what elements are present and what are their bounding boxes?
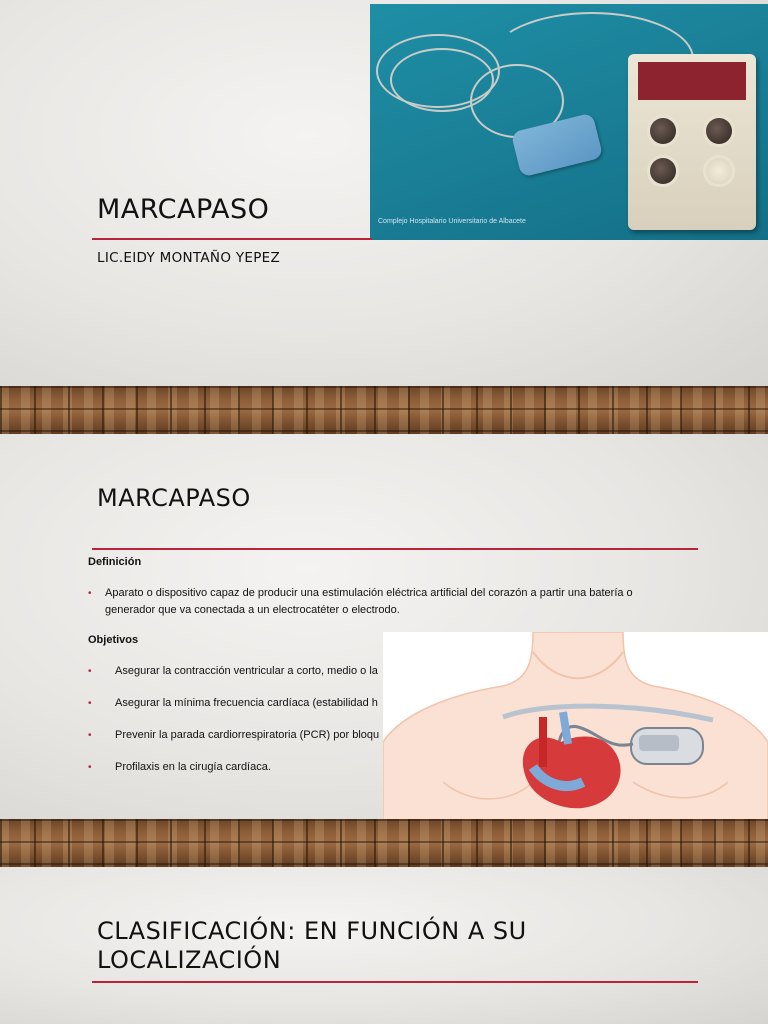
chest-heart-illustration [383,632,768,820]
slide-3 [0,867,768,1024]
slide-title-line: LOCALIZACIÓN [97,946,282,974]
objective-text: Profilaxis en la cirugía cardíaca. [115,761,271,773]
dial-knob [650,158,676,184]
definition-text: Aparato o dispositivo capaz de producir una estimulación eléctrica artificial del corazón a partir una batería o [105,587,633,599]
device-label-plate [638,62,746,100]
objectives-label: Objetivos [88,634,139,646]
bullet-icon: • [88,698,92,709]
wood-floor-strip [0,819,768,867]
bullet-icon: • [88,588,92,599]
definition-label: Definición [88,556,142,568]
presenter-name: LIC.EIDY MONTAÑO YEPEZ [97,250,281,266]
bullet-icon: • [88,730,92,741]
definition-bullet [88,585,678,619]
pacemaker-generator [628,54,756,230]
slide-title-line: CLASIFICACIÓN: EN FUNCIÓN A SU [97,917,527,945]
objective-item [88,759,388,776]
bullet-icon: • [88,762,92,773]
title-underline [92,548,698,550]
slide-title: MARCAPASO [97,194,270,225]
slide-title: MARCAPASO [97,484,251,512]
definition-text: generador que va conectada a un electrocatéter o electrodo. [105,604,400,616]
dial-knob [706,118,732,144]
wood-floor-strip [0,386,768,434]
photo-caption: Complejo Hospitalario Universitario de Albacete [378,218,526,225]
objective-item [88,663,388,680]
dial-knob [650,118,676,144]
slide-1 [0,0,768,386]
objective-item [88,727,388,744]
objective-text: Asegurar la mínima frecuencia cardíaca (estabilidad h [115,697,378,709]
pacemaker-device-photo [370,4,768,240]
dial-knob [706,158,732,184]
slide-title [97,917,527,975]
objective-text: Asegurar la contracción ventricular a corto, medio o la [115,665,378,677]
objective-item [88,695,388,712]
implanted-pacemaker-illustration [383,632,768,820]
objective-text: Prevenir la parada cardiorrespiratoria (PCR) por bloqu [115,729,380,741]
bullet-icon: • [88,666,92,677]
title-underline [92,238,372,240]
title-underline [92,981,698,983]
